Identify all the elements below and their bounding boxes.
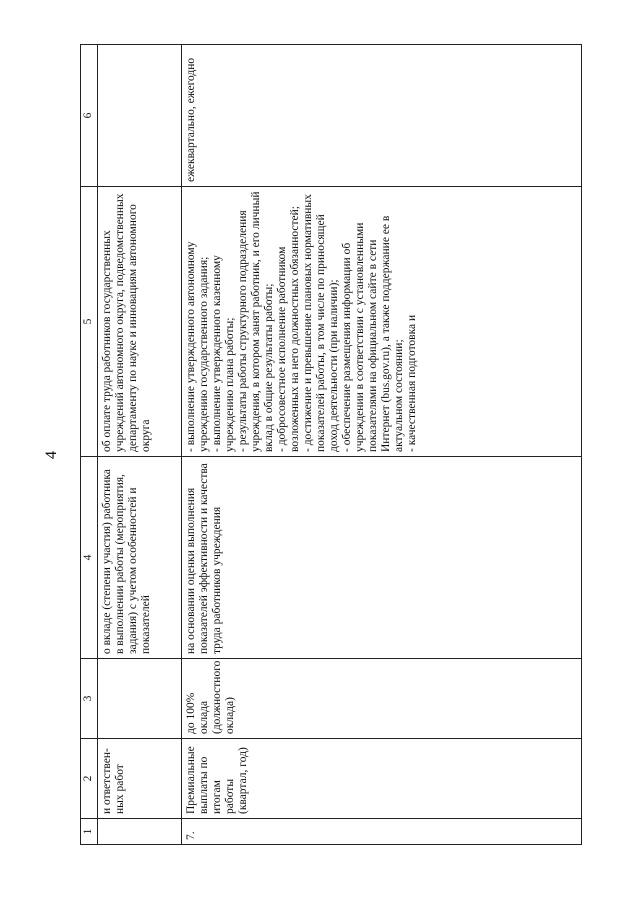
frequency-cell [98, 45, 182, 187]
table-row [182, 45, 582, 845]
conditions-cell: на основании оценки выполнения показателей эффективности и качества труда работников учреждения [182, 457, 582, 659]
payment-type-cell: и ответствен-ных работ [98, 739, 182, 819]
column-header: 1 [81, 819, 98, 845]
criteria-item: - выполнение утвержденного автономному учреждению государственного задания; [185, 241, 210, 452]
column-header: 3 [81, 659, 98, 739]
column-header: 4 [81, 457, 98, 659]
column-header: 6 [81, 45, 98, 187]
conditions-cell: о вкладе (степени участия) работника в выполнении работы (мероприятия, задания) с учетом особенностей и показателей [98, 457, 182, 659]
table-row [98, 45, 182, 845]
criteria-item: - результаты работы структурного подразделения учреждения, в котором занят работник, и его личный вклад в общие результаты работы; [237, 191, 275, 452]
row-number-cell: 7. [182, 819, 582, 845]
criteria-item: - выполнение утвержденного казенному учреждению плана работы; [211, 255, 236, 452]
payment-table [80, 44, 582, 845]
column-header: 2 [81, 739, 98, 819]
page-number: 4 [43, 451, 60, 459]
criteria-cell: об оплате труда работников государственных учреждений автономного округа, подведомственных департаменту по науке и инновациям автономного округа [98, 187, 182, 457]
column-header: 5 [81, 187, 98, 457]
criteria-cell [182, 187, 582, 457]
criteria-item: - качественная подготовка и [406, 314, 418, 452]
criteria-item: - достижение и превышение плановых нормативных показателей работы, в том числе по приносящей доход деятельности (при наличии); [302, 194, 340, 452]
criteria-item: - добросовестное исполнение работником возложенных на него должностных обязанностей; [276, 206, 301, 452]
amount-cell [98, 659, 182, 739]
criteria-list [185, 191, 419, 452]
payment-type-cell: Премиальные выплаты по итогам работы (квартал, год) [182, 739, 582, 819]
criteria-item: - обеспечение размещения информации об учреждении в соответствии с установленными показателями на официальном сайте в сети Интернет (bus.gov.ru), а также поддержание ее в актуальном состоянии; [341, 215, 405, 452]
amount-cell: до 100% оклада (должностного оклада) [182, 659, 582, 739]
row-number-cell [98, 819, 182, 845]
header-row [81, 45, 98, 845]
frequency-cell: ежеквартально, ежегодно [182, 45, 582, 187]
